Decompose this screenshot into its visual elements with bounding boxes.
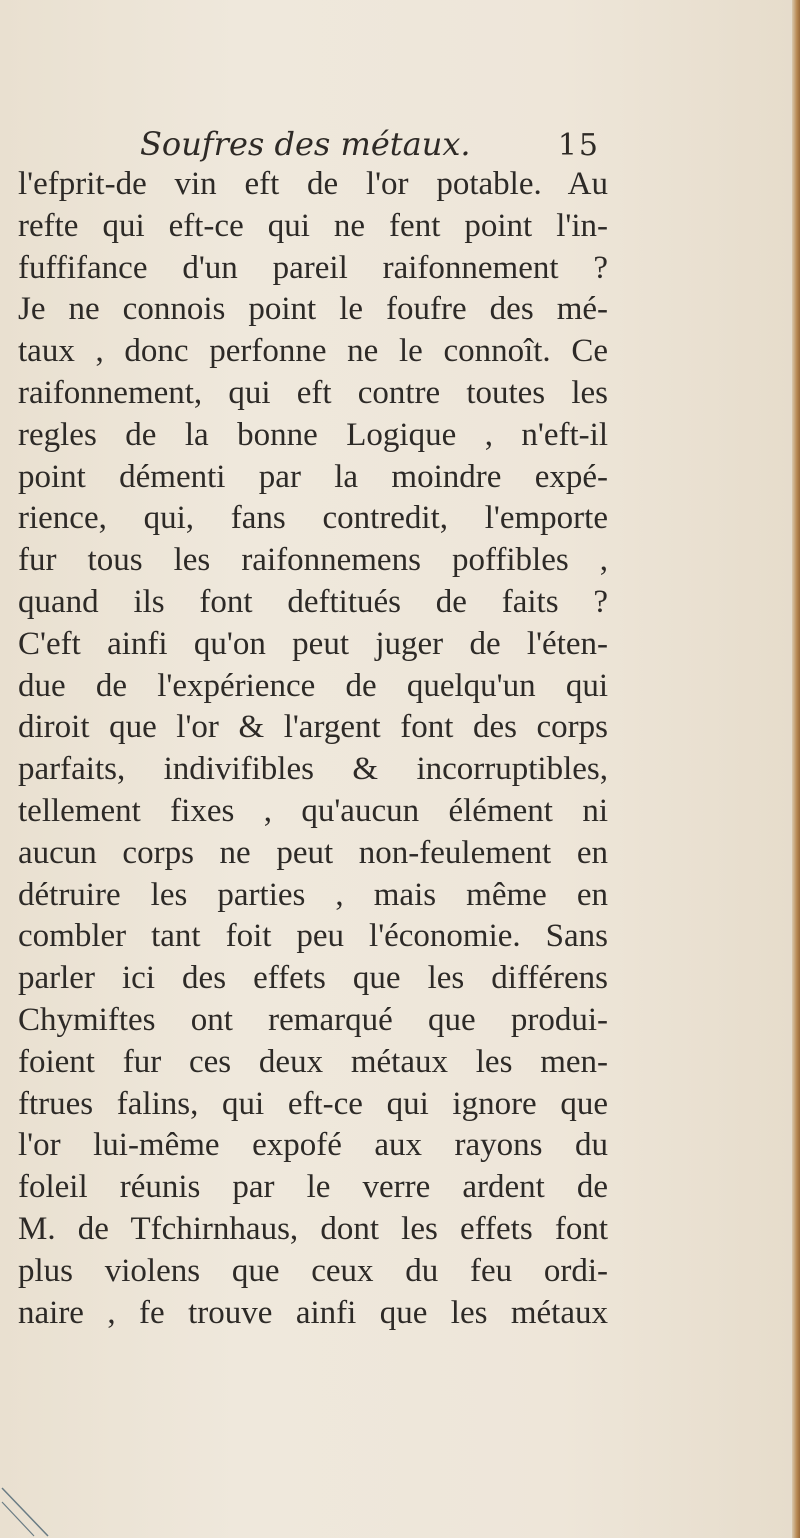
text-line: regles de la bonne Logique , n'eft-il — [18, 416, 608, 453]
text-line: naire , fe trouve ainfi que les métaux — [18, 1294, 608, 1331]
text-line: refte qui eft-ce qui ne fent point l'in- — [18, 207, 608, 244]
text-line: foleil réunis par le verre ardent de — [18, 1169, 608, 1206]
text-line: fur tous les raifonnemens poffibles , — [18, 542, 608, 579]
text-line: plus violens que ceux du feu ordi- — [18, 1252, 608, 1289]
page-number: 15 — [557, 128, 600, 163]
page-header — [140, 124, 600, 168]
text-line: tellement fixes , qu'aucun élément ni — [18, 792, 608, 829]
text-line: l'or lui-même expofé aux rayons du — [18, 1127, 608, 1164]
text-line: aucun corps ne peut non-feulement en — [18, 834, 608, 871]
page-edge — [792, 0, 800, 1538]
text-line: combler tant foit peu l'économie. Sans — [18, 918, 608, 955]
text-line: C'eft ainfi qu'on peut juger de l'éten- — [18, 625, 608, 662]
text-line: due de l'expérience de quelqu'un qui — [18, 667, 608, 704]
text-line: parfaits, indivifibles & incorruptibles, — [18, 751, 608, 788]
text-line: taux , donc perfonne ne le connoît. Ce — [18, 333, 608, 370]
text-line: Je ne connois point le foufre des mé- — [18, 291, 608, 328]
text-line: point démenti par la moindre expé- — [18, 458, 608, 495]
text-line: parler ici des effets que les différens — [18, 960, 608, 997]
text-line: M. de Tfchirnhaus, dont les effets font — [18, 1210, 608, 1247]
text-line: Chymiftes ont remarqué que produi- — [18, 1001, 608, 1038]
text-line: raifonnement, qui eft contre toutes les — [18, 374, 608, 411]
text-line: l'efprit-de vin eft de l'or potable. Au — [18, 166, 608, 202]
text-line: fuffifance d'un pareil raifonnement ? — [18, 249, 608, 286]
body-text — [18, 164, 608, 1334]
running-title: Soufres des métaux. — [140, 125, 471, 163]
text-line: ftrues falins, qui eft-ce qui ignore que — [18, 1085, 608, 1122]
text-line: détruire les parties , mais même en — [18, 876, 608, 913]
text-line: diroit que l'or & l'argent font des corps — [18, 709, 608, 746]
text-line: quand ils font deftitués de faits ? — [18, 583, 608, 620]
text-line: foient fur ces deux métaux les men- — [18, 1043, 608, 1080]
text-line: rience, qui, fans contredit, l'emporte — [18, 500, 608, 537]
corner-crease-mark — [0, 1468, 70, 1538]
